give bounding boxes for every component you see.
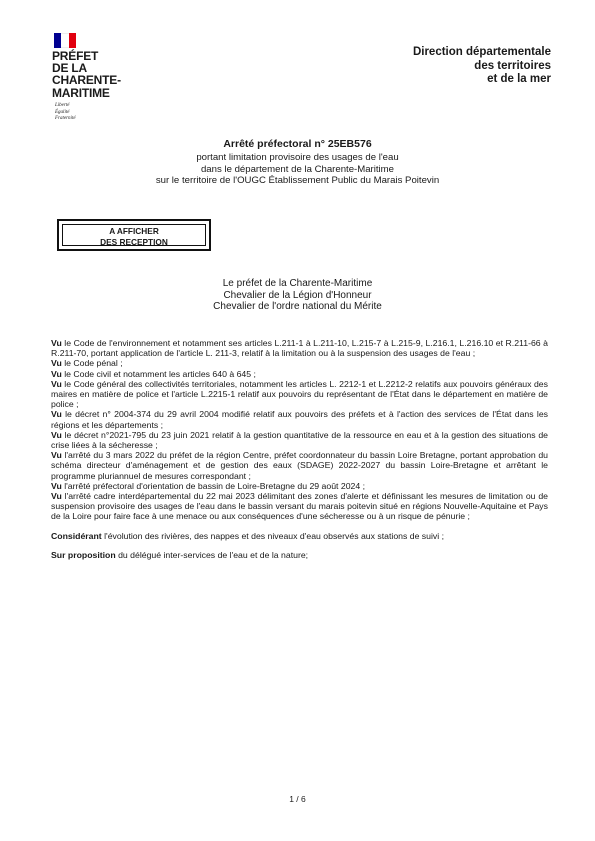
proposition-paragraph: [51, 550, 548, 560]
prefect-title-line: Chevalier de l'ordre national du Mérite: [213, 301, 382, 313]
motto-line: Liberté: [55, 103, 70, 108]
posting-notice-line: DES RECEPTION: [100, 236, 168, 247]
visa-paragraph: [51, 338, 548, 358]
service-line: et de la mer: [487, 73, 551, 85]
visa-text: le Code pénal ;: [61, 358, 123, 369]
decree-title: Arrêté préfectoral n° 25EB576: [223, 138, 372, 150]
considerant-text: l'évolution des rivières, des nappes et des niveaux d'eau observés aux stations de suivi ;: [101, 530, 445, 541]
posting-notice-box: [57, 219, 211, 251]
prefect-title-line: Chevalier de la Légion d'Honneur: [223, 289, 372, 301]
proposition-text: du délégué inter-services de l'eau et de la nature;: [115, 549, 309, 560]
flag-red-stripe: [69, 33, 76, 48]
republic-motto: [55, 103, 76, 123]
visa-keyword: Vu: [51, 409, 62, 420]
visa-keyword: Vu: [51, 429, 62, 440]
page-number: 1 / 6: [289, 794, 306, 804]
motto-line: Égalité: [55, 109, 70, 115]
visa-paragraph: [51, 409, 548, 429]
decree-body: [51, 338, 548, 560]
proposition-keyword: Sur proposition: [51, 549, 116, 560]
visa-paragraph: [51, 358, 548, 368]
prefecture-line: DE LA: [52, 61, 88, 76]
prefect-title-line: Le préfet de la Charente-Maritime: [222, 278, 373, 289]
visa-keyword: Vu: [51, 338, 62, 348]
flag-blue-stripe: [54, 33, 61, 48]
motto-line: Fraternité: [55, 116, 76, 121]
prefecture-line: MARITIME: [52, 85, 110, 100]
issuing-service: [413, 46, 551, 87]
visa-text: le Code général des collectivités territoriales, notamment les articles L. 2212-1 et L.2212-2 relatifs aux pouvoirs généraux des maires en matière de police et l'article L.2215-1 relatif aux pouvoirs du représentant de l'État dans le département en matière de police ;: [51, 378, 548, 410]
visa-paragraph: [51, 450, 548, 481]
visa-keyword: Vu: [51, 378, 62, 389]
posting-notice-inner: [62, 224, 206, 246]
republic-flag-logo: [54, 33, 76, 48]
visa-text: l'arrêté cadre interdépartemental du 22 mai 2023 délimitant des zones d'alerte et définissant les mesures de limitation ou de suspension provisoire des usages de l'eau dans le bassin versant du marais poitevin situé en régions Nouvelle-Aquitaine et Pays de la Loire pour faire face à une menace ou aux conséquences d'une sécheresse ou à un risque de pénurie ;: [51, 491, 548, 522]
visa-keyword: Vu: [51, 450, 62, 461]
visa-keyword: Vu: [51, 358, 62, 369]
decree-subtitle-line: dans le département de la Charente-Maritime: [200, 163, 395, 175]
visa-paragraph: [51, 379, 548, 410]
visa-text: l'arrêté préfectoral d'orientation de bassin de Loire-Bretagne du 29 août 2024 ;: [61, 480, 366, 491]
prefecture-line: CHARENTE-: [52, 73, 121, 88]
visa-text: le décret n° 2004-374 du 29 avril 2004 modifié relatif aux pouvoirs des préfets et à l'action des services de l'État dans les régions et les départements ;: [51, 409, 548, 430]
service-line: des territoires: [474, 59, 551, 72]
prefecture-name: [52, 50, 121, 99]
visa-text: l'arrêté du 3 mars 2022 du préfet de la région Centre, préfet coordonnateur du bassin Loire Bretagne, portant approbation du schéma directeur d'aménagement et de gestion des eaux (SDAGE) 2022-2027 du bassin Loire-Bretagne et arrêtant le programme pluriannuel de mesures correspondant ;: [51, 450, 548, 481]
considerant-keyword: Considérant: [51, 530, 102, 541]
visa-text: le Code de l'environnement et notamment ses articles L.211-1 à L.211-10, L.215-7 à L.215-9, L.216.1, L.216.10 et R.211-66 à R.211-70, portant application de l'article L. 211-3, relatif à la limitation ou à la suspension des usages de l'eau ;: [51, 338, 548, 359]
prefecture-line: PRÉFET: [52, 49, 99, 63]
posting-notice-line: A AFFICHER: [109, 226, 159, 236]
visa-paragraph: [51, 491, 548, 522]
decree-subtitle-line: portant limitation provisoire des usages de l'eau: [196, 152, 399, 164]
considerant-paragraph: [51, 531, 548, 541]
visa-paragraph: [51, 430, 548, 450]
visa-paragraph: [51, 369, 548, 379]
visa-keyword: Vu: [51, 480, 62, 491]
visa-paragraph: [51, 481, 548, 491]
decree-subtitle-line: sur le territoire de l'OUGC Établissement Public du Marais Poitevin: [155, 175, 440, 187]
visa-text: le Code civil et notamment les articles 640 à 645 ;: [61, 368, 256, 379]
flag-white-stripe: [61, 33, 68, 48]
prefect-titles: [0, 278, 595, 313]
decree-title-block: [0, 139, 595, 187]
visa-keyword: Vu: [51, 491, 62, 502]
visa-text: le décret n°2021-795 du 23 juin 2021 relatif à la gestion quantitative de la ressource en eau et à la gestion des situations de crise liées à la sécheresse ;: [51, 429, 548, 451]
visa-keyword: Vu: [51, 368, 62, 379]
service-line: Direction départementale: [412, 46, 551, 58]
